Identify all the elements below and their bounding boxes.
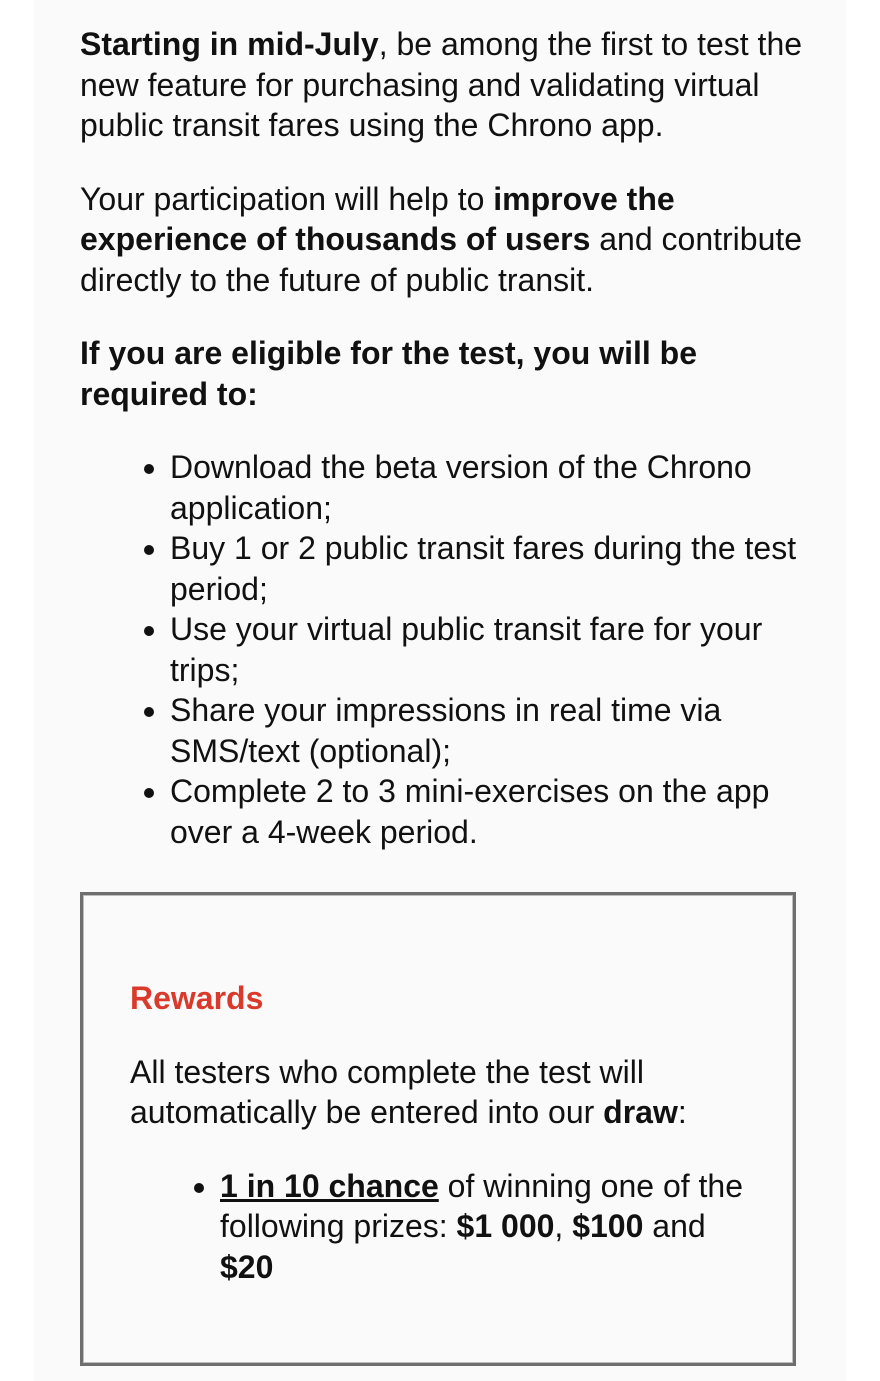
- prize-item: • 1 in 10 chance of winning one of the following prizes: $1 000, $100 and $20: [220, 1166, 750, 1288]
- intro-lead-text: , be among the first to test the new feature for purchasing and validating virtual public transit fares using the Chrono app.: [80, 26, 803, 143]
- task-item: • Buy 1 or 2 public transit fares during the test period;: [170, 528, 820, 609]
- task-item: • Share your impressions in real time via SMS/text (optional);: [170, 690, 820, 771]
- eligibility-heading: If you are eligible for the test, you will be required to:: [80, 335, 697, 412]
- participation-bold: improve the experience of thousands of users: [80, 180, 675, 257]
- rewards-content: [130, 978, 750, 1287]
- intro-paragraph: [80, 24, 820, 146]
- participation-text-before: Your participation will help to: [80, 180, 494, 217]
- participation-text-after: and contribute directly to the future of public transit.: [80, 221, 803, 298]
- task-item: • Use your virtual public transit fare for your trips;: [170, 609, 820, 690]
- draw-bold: draw: [603, 1094, 678, 1130]
- prize-amount-2: $100: [572, 1208, 644, 1244]
- main-content: [80, 24, 820, 852]
- intro-lead-bold: Starting in mid-July: [80, 26, 379, 62]
- rewards-text: All testers who complete the test will automatically be entered into our draw:: [130, 1053, 687, 1130]
- prize-amount-1: $1 000: [456, 1208, 555, 1244]
- rewards-box: [80, 892, 796, 1366]
- prize-list: [130, 1166, 750, 1288]
- chance-text: 1 in 10 chance: [220, 1167, 439, 1204]
- rewards-title: Rewards: [130, 980, 264, 1016]
- participation-paragraph: [80, 179, 820, 301]
- task-item: • Download the beta version of the Chrono application;: [170, 447, 820, 528]
- task-item: • Complete 2 to 3 mini-exercises on the app over a 4-week period.: [170, 771, 820, 852]
- prize-amount-3: $20: [220, 1248, 274, 1285]
- task-list: [80, 447, 820, 852]
